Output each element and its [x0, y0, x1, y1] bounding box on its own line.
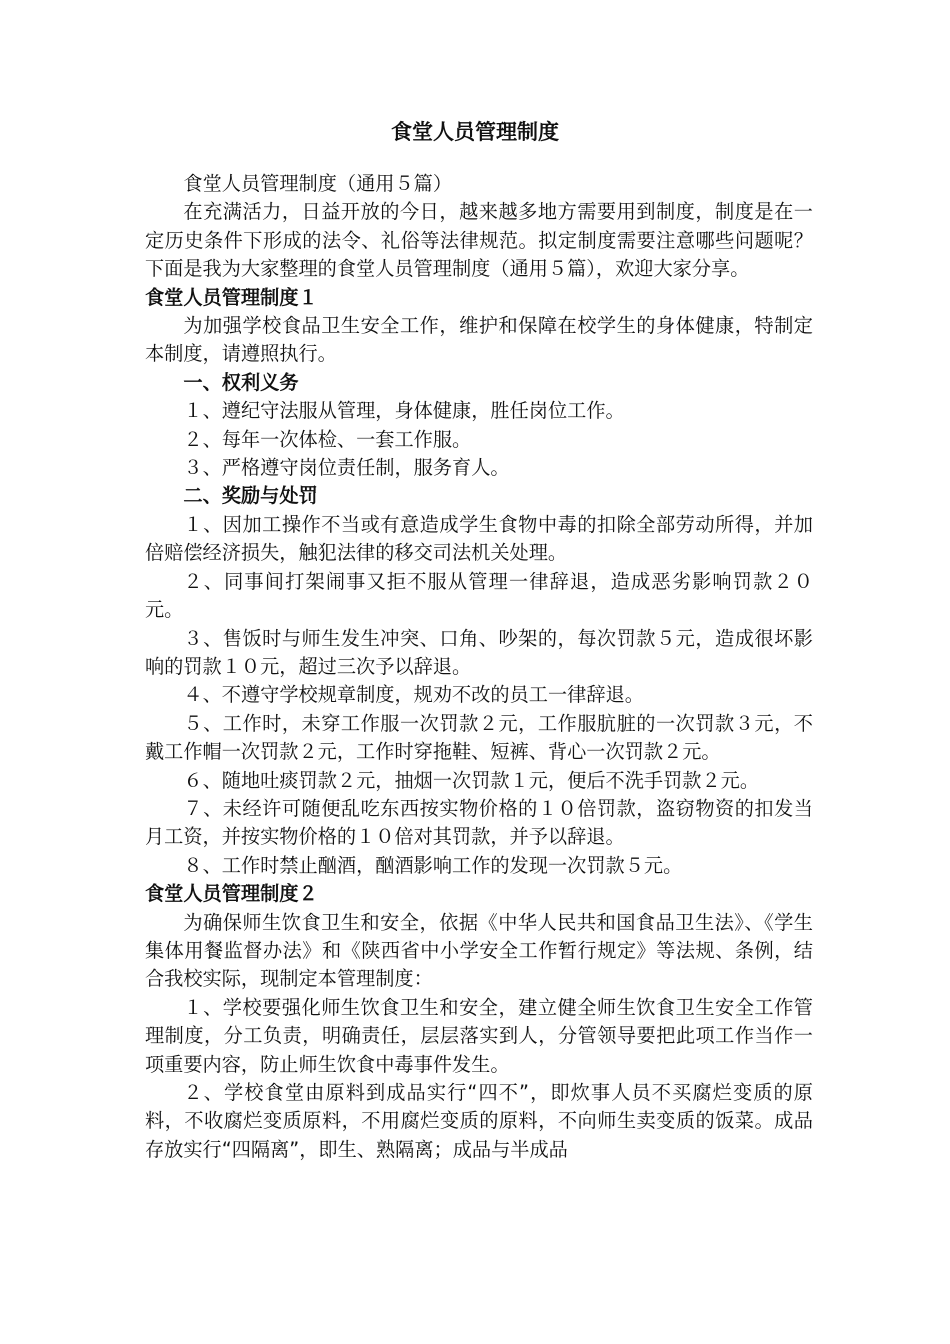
body-paragraph: ２、同事间打架闹事又拒不服从管理一律辞退，造成恶劣影响罚款２０元。 — [145, 569, 813, 622]
body-paragraph: ３、售饭时与师生发生冲突、口角、吵架的，每次罚款５元，造成很坏影响的罚款１０元，超过三次予以辞退。 — [145, 626, 813, 678]
section-heading: 食堂人员管理制度２ — [145, 882, 318, 906]
body-paragraph: ７、未经许可随便乱吃东西按实物价格的１０倍罚款，盗窃物资的扣发当月工资，并按实物价格的１０倍对其罚款，并予以辞退。 — [145, 796, 813, 849]
body-paragraph: ６、随地吐痰罚款２元，抽烟一次罚款１元，便后不洗手罚款２元。 — [183, 768, 760, 792]
section-heading: 一、权利义务 — [183, 370, 299, 394]
body-paragraph: １、遵纪守法服从管理，身体健康，胜任岗位工作。 — [183, 399, 625, 423]
body-paragraph: 在充满活力，日益开放的今日，越来越多地方需要用到制度，制度是在一定历史条件下形成的法令、礼俗等法律规范。拟定制度需要注意哪些问题呢？下面是我为大家整理的食堂人员管理制度（通用５篇），欢迎大家分享。 — [145, 200, 813, 281]
body-paragraph: １、因加工操作不当或有意造成学生食物中毒的扣除全部劳动所得，并加倍赔偿经济损失，触犯法律的移交司法机关处理。 — [145, 512, 813, 565]
body-paragraph: ３、严格遵守岗位责任制，服务育人。 — [183, 456, 510, 480]
body-paragraph: ２、每年一次体检、一套工作服。 — [183, 427, 472, 451]
body-paragraph: 为确保师生饮食卫生和安全，依据《中华人民共和国食品卫生法》、《学生集体用餐监督办法》和《陕西省中小学安全工作暂行规定》等法规、条例，结合我校实际，现制定本管理制度： — [145, 910, 813, 991]
document-body — [145, 170, 813, 1164]
body-paragraph: ８、工作时禁止酗酒，酗酒影响工作的发现一次罚款５元。 — [183, 853, 683, 877]
document-title: 食堂人员管理制度 — [391, 120, 559, 144]
section-heading: 二、奖励与处罚 — [183, 484, 318, 508]
body-paragraph: ４、不遵守学校规章制度，规劝不改的员工一律辞退。 — [183, 683, 644, 707]
body-paragraph: ２、学校食堂由原料到成品实行“四不”，即炊事人员不买腐烂变质的原料，不收腐烂变质原料，不用腐烂变质的原料，不向师生卖变质的饭菜。成品存放实行“四隔离”，即生、熟隔离；成品与半成品 — [145, 1081, 813, 1161]
body-paragraph: 为加强学校食品卫生安全工作，维护和保障在校学生的身体健康，特制定本制度，请遵照执行。 — [145, 314, 813, 366]
body-paragraph: 食堂人员管理制度（通用５篇） — [183, 172, 453, 195]
body-paragraph: １、学校要强化师生饮食卫生和安全，建立健全师生饮食卫生安全工作管理制度，分工负责，明确责任，层层落实到人，分管领导要把此项工作当作一项重要内容，防止师生饮食中毒事件发生。 — [145, 995, 813, 1076]
body-paragraph: ５、工作时，未穿工作服一次罚款２元，工作服肮脏的一次罚款３元，不戴工作帽一次罚款２元，工作时穿拖鞋、短裤、背心一次罚款２元。 — [145, 711, 813, 764]
section-heading: 食堂人员管理制度１ — [145, 285, 318, 309]
